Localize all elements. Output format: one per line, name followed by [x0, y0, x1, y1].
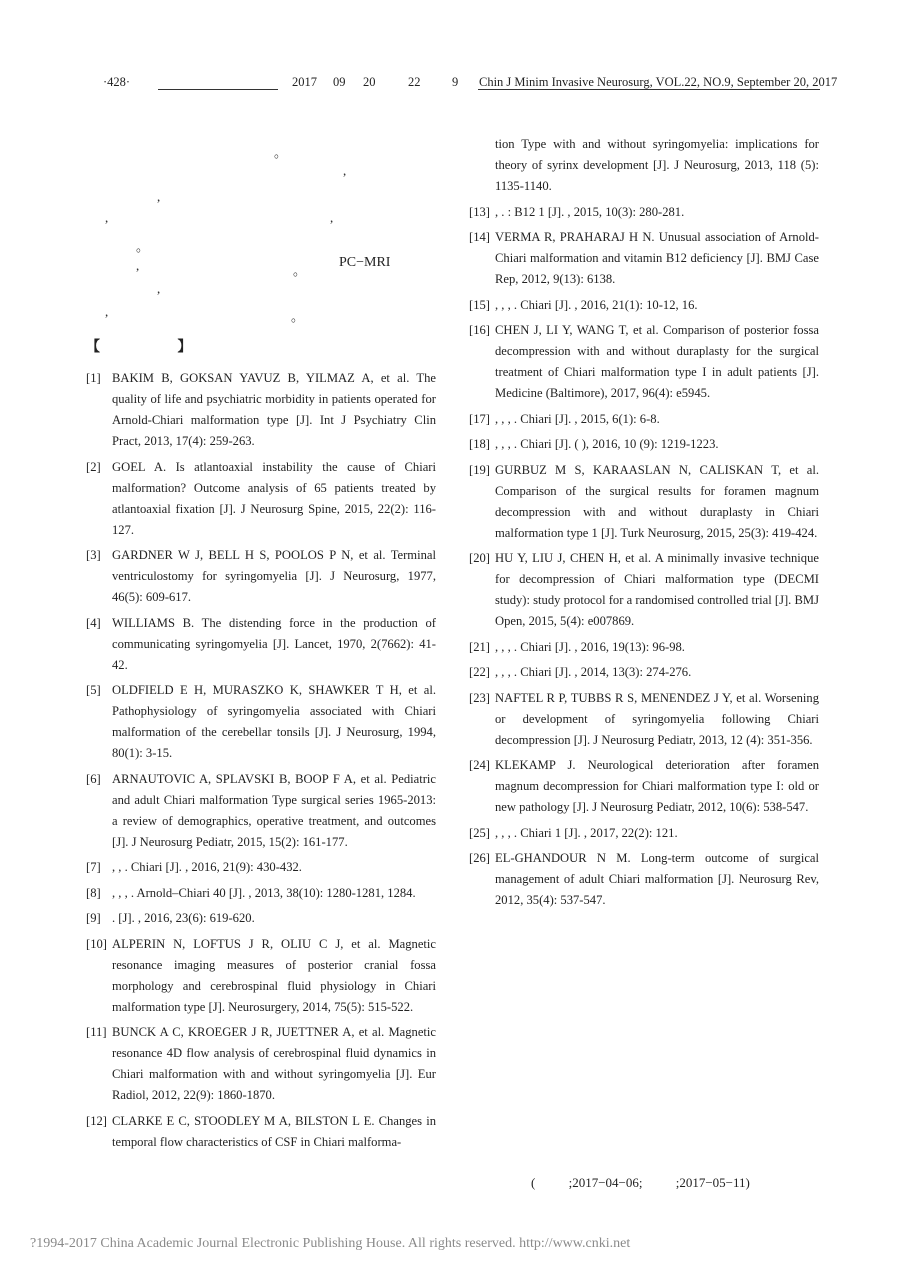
reference-text: . [J]. , 2016, 23(6): 619-620.	[112, 911, 255, 925]
reference-number: [16]	[469, 323, 490, 337]
reference-text: , , , . Chiari [J]. , 2016, 19(13): 96-98.	[495, 639, 685, 654]
reference-item	[469, 637, 819, 658]
reference-number: [5]	[86, 683, 101, 697]
reference-item	[86, 1022, 436, 1106]
reference-item	[469, 688, 819, 751]
reference-text: OLDFIELD E H, MURASZKO K, SHAWKER T H, et al. Pathophysiology of syringomyelia associated with Chiari malformation of the cerebellar tonsils [J]. J Neurosurg, 1994, 80(1): 3-15.	[112, 683, 436, 760]
reference-item	[469, 755, 819, 818]
body-fragment: 。	[274, 145, 288, 160]
reference-item	[86, 769, 436, 853]
reference-item	[86, 613, 436, 676]
reference-text: , , , . Chiari 1 [J]. , 2017, 22(2): 121.	[495, 825, 678, 840]
reference-number: [22]	[469, 665, 490, 679]
reference-item	[469, 409, 819, 430]
reference-number: [24]	[469, 758, 490, 772]
references-heading: 【 】	[86, 340, 194, 355]
reference-number: [15]	[469, 297, 490, 312]
reference-item	[86, 368, 436, 452]
header-issue: 9	[452, 75, 459, 89]
body-fragment: PC−MRI	[339, 255, 391, 270]
reference-text: VERMA R, PRAHARAJ H N. Unusual association of Arnold-Chiari malformation and vitamin B12 deficiency [J]. BMJ Case Rep, 2012, 9(13): 6138.	[495, 230, 819, 286]
page-number: ·428·	[103, 75, 131, 89]
reference-text: BUNCK A C, KROEGER J R, JUETTNER A, et al. Magnetic resonance 4D flow analysis of cerebrospinal fluid dynamics in Chiari malformation with and without syringomyelia [J]. Eur Radiol, 2012, 22(9): 1860-1870.	[112, 1025, 436, 1102]
reference-item	[469, 434, 819, 455]
header-day: 20	[363, 75, 376, 89]
reference-text: , . : B12 1 [J]. , 2015, 10(3): 280-281.	[495, 204, 685, 219]
body-fragment: 。	[293, 263, 307, 278]
reference-text: , , , . Chiari [J]. , 2014, 13(3): 274-276.	[495, 665, 692, 679]
reference-text: EL-GHANDOUR N M. Long-term outcome of surgical management of adult Chiari malformation [J]. Neurosurg Rev, 2012, 35(4): 537-547.	[495, 851, 819, 907]
reference-number: [6]	[86, 771, 101, 786]
reference-number: [13]	[469, 204, 490, 219]
reference-number: [14]	[469, 230, 490, 244]
reference-text: GARDNER W J, BELL H S, POOLOS P N, et al. Terminal ventriculostomy for syringomyelia [J]. J Neurosurg, 1977, 46(5): 609-617.	[112, 548, 436, 604]
body-fragment: ,	[105, 210, 109, 225]
reference-item	[469, 227, 819, 290]
reference-item	[469, 134, 819, 197]
reference-item	[469, 202, 819, 223]
reference-item	[469, 662, 819, 683]
references-left-column	[86, 368, 436, 1157]
header-rule-left	[158, 89, 278, 90]
reference-item	[86, 457, 436, 541]
reference-number: [20]	[469, 551, 490, 565]
reference-item	[469, 295, 819, 316]
reference-number: [1]	[86, 371, 101, 385]
reference-text: , , , . Chiari [J]. ( ), 2016, 10 (9): 1219-1223.	[495, 437, 719, 451]
body-fragment: ,	[343, 163, 347, 178]
body-fragment: ,	[105, 304, 109, 319]
header-rule-right	[478, 89, 820, 90]
reference-item	[86, 680, 436, 764]
reference-item	[86, 934, 436, 1018]
reference-item	[86, 908, 436, 929]
reference-item	[469, 823, 819, 844]
reference-number: [3]	[86, 548, 101, 562]
reference-text: CHEN J, LI Y, WANG T, et al. Comparison of posterior fossa decompression with and without duraplasty for the surgical treatment of Chiari malformation type I in adult patients [J]. Medicine (Baltimore), 2017, 96(4): e5945.	[495, 323, 819, 400]
reference-number	[469, 134, 495, 197]
reference-number: [9]	[86, 911, 101, 925]
reference-text: ARNAUTOVIC A, SPLAVSKI B, BOOP F A, et al. Pediatric and adult Chiari malformation Type surgical series 1965-2013: a review of demographics, operative treatment, and outcomes [J]. J Neurosurg Pediatr, 2015, 15(2): 161-177.	[112, 771, 436, 849]
reference-text: CLARKE E C, STOODLEY M A, BILSTON L E. Changes in temporal flow characteristics of CSF in Chiari malforma-	[112, 1113, 436, 1149]
reference-number: [8]	[86, 885, 101, 900]
reference-text: , , . Chiari [J]. , 2016, 21(9): 430-432.	[112, 860, 302, 874]
body-fragment: ,	[157, 189, 161, 204]
reference-text: WILLIAMS B. The distending force in the production of communicating syringomyelia [J]. Lancet, 1970, 2(7662): 41-42.	[112, 615, 436, 672]
reference-item	[86, 1111, 436, 1153]
header-year: 2017	[292, 75, 317, 89]
reference-number: [2]	[86, 459, 101, 474]
header-volume: 22	[408, 75, 421, 89]
reference-number: [12]	[86, 1113, 107, 1128]
reference-text: BAKIM B, GOKSAN YAVUZ B, YILMAZ A, et al. The quality of life and psychiatric morbidity in patients operated for Arnold-Chiari malformation type [J]. Int J Psychiatry Clin Pract, 2013, 17(4): 259-263.	[112, 371, 436, 448]
reference-number: [25]	[469, 825, 490, 840]
reference-item	[469, 548, 819, 632]
reference-item	[469, 848, 819, 911]
body-fragment: ,	[330, 210, 334, 225]
header-journal: Chin J Minim Invasive Neurosurg, VOL.22, NO.9, September 20, 2017	[479, 75, 838, 89]
body-fragment: 。	[291, 309, 305, 324]
reference-number: [21]	[469, 639, 490, 654]
reference-text: NAFTEL R P, TUBBS R S, MENENDEZ J Y, et al. Worsening or development of syringomyelia following Chiari decompression [J]. J Neurosurg Pediatr, 2013, 12 (4): 351-356.	[495, 690, 819, 747]
body-fragment: 。	[136, 239, 150, 254]
reference-item	[86, 857, 436, 878]
reference-text: , , , . Chiari [J]. , 2015, 6(1): 6-8.	[495, 411, 660, 426]
reference-text: KLEKAMP J. Neurological deterioration after foramen magnum decompression for Chiari malformation type I: old or new pathology [J]. J Neurosurg Pediatr, 2012, 10(6): 538-547.	[495, 758, 819, 814]
reference-text: ALPERIN N, LOFTUS J R, OLIU C J, et al. Magnetic resonance imaging measures of posterior cranial fossa morphology and cerebrospinal fluid physiology in Chiari malformation type [J]. Neurosurgery, 2014, 75(5): 515-522.	[112, 936, 436, 1014]
references-right-column	[469, 134, 819, 916]
reference-number: [19]	[469, 462, 490, 477]
reference-item	[469, 460, 819, 544]
reference-number: [23]	[469, 690, 490, 705]
reference-number: [17]	[469, 411, 490, 426]
reference-number: [10]	[86, 936, 107, 951]
reference-number: [18]	[469, 437, 490, 451]
body-fragment: ,	[136, 258, 140, 273]
reference-number: [26]	[469, 851, 490, 865]
reference-item	[86, 545, 436, 608]
reference-number: [7]	[86, 860, 101, 874]
header-month: 09	[333, 75, 346, 89]
copyright-footer: ?1994-2017 China Academic Journal Electronic Publishing House. All rights reserved. http://www.cnki.net	[30, 1236, 631, 1251]
reference-text: , , , . Chiari [J]. , 2016, 21(1): 10-12, 16.	[495, 297, 698, 312]
reference-number: [11]	[86, 1025, 107, 1039]
body-fragment: ,	[157, 281, 161, 296]
reference-text: , , , . Arnold–Chiari 40 [J]. , 2013, 38(10): 1280-1281, 1284.	[112, 885, 416, 900]
reference-text: GURBUZ M S, KARAASLAN N, CALISKAN T, et al. Comparison of the surgical results for foramen magnum decompression with and without duraplasty in Chiari malformation type 1 [J]. Turk Neurosurg, 2015, 25(3): 419-424.	[495, 462, 819, 540]
reference-text: GOEL A. Is atlantoaxial instability the cause of Chiari malformation? Outcome analysis of 65 patients treated by atlantoaxial fixation [J]. J Neurosurg Spine, 2015, 22(2): 116-127.	[112, 459, 436, 537]
reference-item	[469, 320, 819, 404]
reference-number: [4]	[86, 615, 101, 630]
reference-text: tion Type with and without syringomyelia: implications for theory of syrinx development [J]. J Neurosurg, 2013, 118 (5): 1135-1140.	[495, 137, 819, 193]
received-dates: ( ;2017−04−06; ;2017−05−11)	[531, 1175, 750, 1190]
reference-item	[86, 883, 436, 904]
reference-text: HU Y, LIU J, CHEN H, et al. A minimally invasive technique for decompression of Chiari malformation type (DECMI study): study protocol for a randomised controlled trial [J]. BMJ Open, 2015, 5(4): e007869.	[495, 551, 819, 628]
